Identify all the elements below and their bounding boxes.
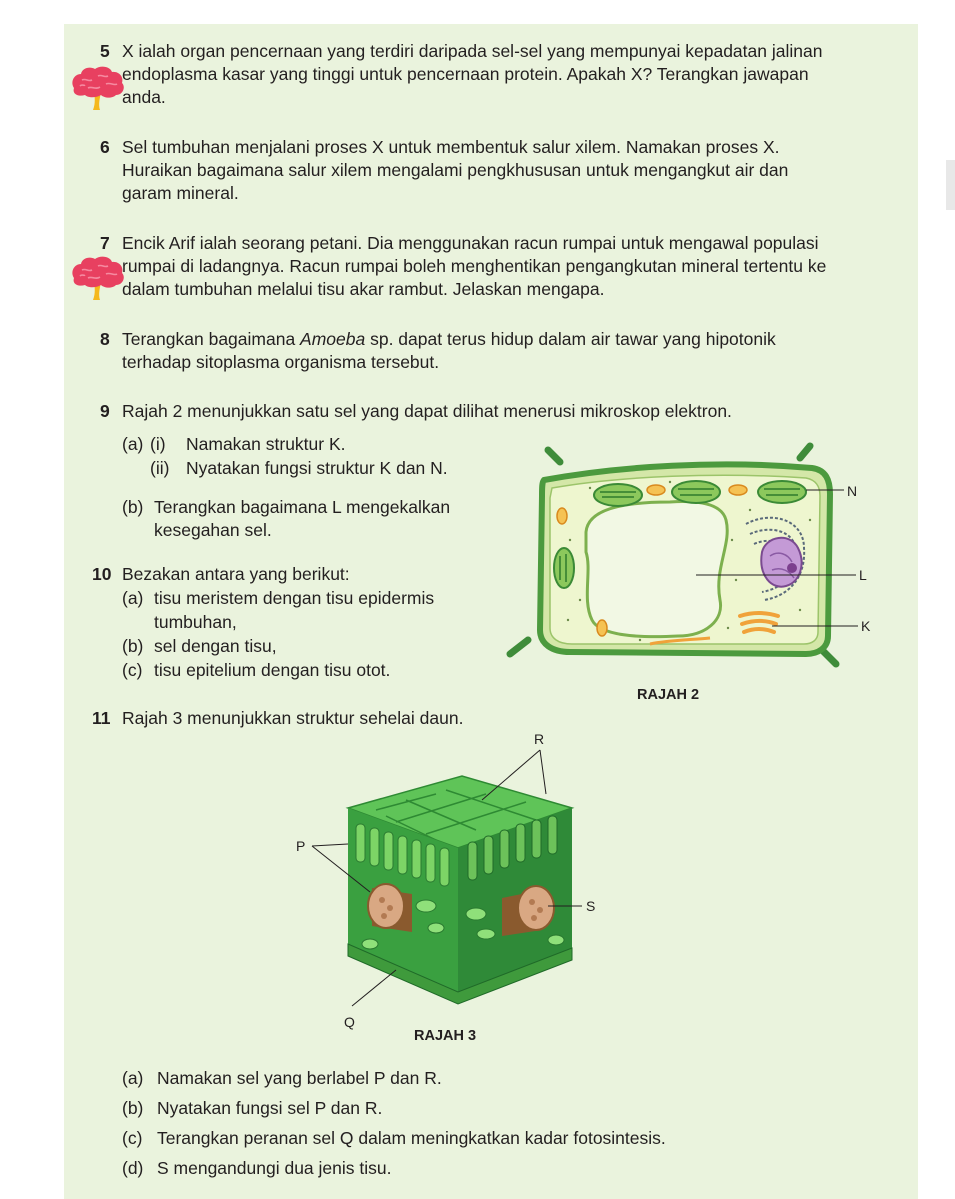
text-part: Terangkan bagaimana: [122, 329, 301, 349]
subpart-label: (b): [122, 636, 144, 656]
question-stem: Bezakan antara yang berikut:: [122, 564, 350, 584]
mitochondrion: [729, 485, 747, 495]
mitochondrion: [647, 485, 665, 495]
subpart-label: (ii): [150, 458, 170, 478]
text-line: anda.: [122, 87, 166, 107]
label-s: S: [586, 898, 596, 914]
text-line: dalam tumbuhan melalui tisu akar rambut. Jelaskan mengapa.: [122, 279, 605, 299]
subpart-label: (a): [122, 434, 144, 454]
subpart-text: Namakan sel yang berlabel P dan R.: [157, 1068, 442, 1088]
label-n: N: [847, 483, 858, 499]
question-number: 11: [92, 708, 111, 728]
label-k: K: [861, 618, 871, 634]
figure-2-plant-cell: [500, 440, 890, 680]
subpart-text: Nyatakan fungsi sel P dan R.: [157, 1098, 383, 1118]
figure-3-leaf-structure: [286, 730, 616, 1030]
text-line: Sel tumbuhan menjalani proses X untuk membentuk salur xilem. Namakan proses X.: [122, 137, 780, 157]
text-line: [122, 328, 776, 351]
question-text: [122, 328, 776, 374]
brain-icon: [68, 64, 126, 112]
question-number: 7: [100, 233, 110, 253]
label-r: R: [534, 731, 545, 747]
mitochondrion: [597, 620, 607, 636]
brain-icon: [68, 254, 126, 302]
text-line: endoplasma kasar yang tinggi untuk pencernaan protein. Apakah X? Terangkan jawapan: [122, 64, 809, 84]
question-number: 5: [100, 41, 110, 61]
subpart-label: (b): [122, 497, 144, 517]
question-stem: Rajah 2 menunjukkan satu sel yang dapat dilihat menerusi mikroskop elektron.: [122, 401, 732, 421]
subpart-label: (d): [122, 1158, 144, 1178]
text-line: Encik Arif ialah seorang petani. Dia menggunakan racun rumpai untuk mengawal populasi: [122, 233, 819, 253]
figure-3-caption: RAJAH 3: [414, 1028, 477, 1044]
label-p: P: [296, 838, 306, 854]
figure-2-caption: RAJAH 2: [637, 687, 700, 703]
label-l: L: [859, 567, 867, 583]
subpart-label: (c): [122, 1128, 143, 1148]
subpart-text: tumbuhan,: [154, 612, 237, 632]
text-line: garam mineral.: [122, 183, 239, 203]
text-part: sp. dapat terus hidup dalam air tawar yang hipotonik: [365, 329, 776, 349]
subpart-label: (b): [122, 1098, 144, 1118]
mitochondrion: [557, 508, 567, 524]
subpart-text: Nyatakan fungsi struktur K dan N.: [186, 458, 448, 478]
subpart-label: (c): [122, 660, 143, 680]
question-stem: Rajah 3 menunjukkan struktur sehelai daun.: [122, 708, 464, 728]
subpart-text: tisu epitelium dengan tisu otot.: [154, 660, 391, 680]
subpart-text: sel dengan tisu,: [154, 636, 277, 656]
question-text: [122, 232, 826, 301]
subpart-text: Terangkan bagaimana L mengekalkan: [154, 497, 451, 517]
text-line: Huraikan bagaimana salur xilem mengalami pengkhususan untuk mengangkut air dan: [122, 160, 789, 180]
subpart-label: (a): [122, 1068, 144, 1088]
question-text: [122, 40, 822, 109]
text-line: rumpai di ladangnya. Racun rumpai boleh menghentikan pengangkutan mineral tertentu ke: [122, 256, 827, 276]
subpart-text: tisu meristem dengan tisu epidermis: [154, 588, 435, 608]
nucleus: [761, 538, 801, 587]
question-number: 10: [92, 564, 112, 584]
subpart-text: kesegahan sel.: [154, 520, 272, 540]
question-number: 9: [100, 401, 110, 421]
question-text: [122, 400, 732, 423]
chloroplast: [554, 548, 574, 588]
text-line: X ialah organ pencernaan yang terdiri daripada sel-sel yang mempunyai kepadatan jalinan: [122, 41, 823, 61]
subpart-label: (a): [122, 588, 144, 608]
chloroplast: [758, 481, 806, 503]
subpart-text: S mengandungi dua jenis tisu.: [157, 1158, 392, 1178]
question-number: 6: [100, 137, 110, 157]
chloroplast: [594, 484, 642, 506]
page-edge: [946, 160, 955, 210]
nucleolus: [787, 563, 797, 573]
chloroplast: [672, 481, 720, 503]
species-name: Amoeba: [300, 329, 366, 349]
question-number: 8: [100, 329, 110, 349]
subpart-label: (i): [150, 434, 166, 454]
subpart-text: Namakan struktur K.: [186, 434, 346, 454]
question-text: [122, 136, 788, 205]
label-q: Q: [344, 1014, 355, 1030]
subpart-text: Terangkan peranan sel Q dalam meningkatkan kadar fotosintesis.: [157, 1128, 666, 1148]
text-line: terhadap sitoplasma organisma tersebut.: [122, 352, 440, 372]
